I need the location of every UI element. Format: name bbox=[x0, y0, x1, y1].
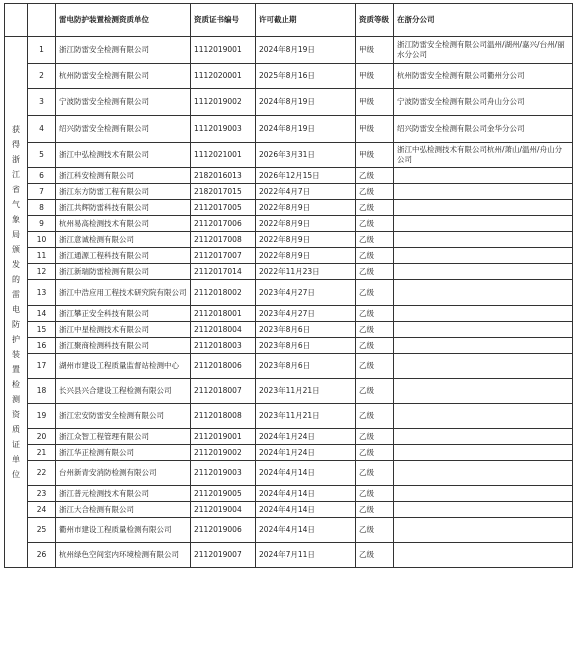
row-number: 8 bbox=[28, 200, 56, 216]
deadline: 2024年8月19日 bbox=[256, 116, 356, 143]
branch-offices bbox=[394, 322, 573, 338]
cert-number: 2182016013 bbox=[191, 168, 256, 184]
qualification-level: 甲级 bbox=[356, 143, 394, 168]
row-number: 19 bbox=[28, 404, 56, 429]
row-number: 14 bbox=[28, 306, 56, 322]
qualification-level: 乙级 bbox=[356, 322, 394, 338]
qualification-level: 乙级 bbox=[356, 543, 394, 568]
branch-offices bbox=[394, 280, 573, 306]
qualification-level: 乙级 bbox=[356, 354, 394, 379]
unit-name: 浙江科安检测有限公司 bbox=[56, 168, 191, 184]
deadline: 2023年11月21日 bbox=[256, 404, 356, 429]
branch-offices: 杭州防雷安全检测有限公司衢州分公司 bbox=[394, 64, 573, 89]
deadline: 2022年8月9日 bbox=[256, 232, 356, 248]
row-number: 12 bbox=[28, 264, 56, 280]
unit-name: 浙江东方防雷工程有限公司 bbox=[56, 184, 191, 200]
qualification-level: 乙级 bbox=[356, 232, 394, 248]
cert-number: 1112019002 bbox=[191, 89, 256, 116]
cert-number: 2112017014 bbox=[191, 264, 256, 280]
deadline: 2023年4月27日 bbox=[256, 280, 356, 306]
branch-offices bbox=[394, 168, 573, 184]
qualification-level: 甲级 bbox=[356, 64, 394, 89]
branch-offices bbox=[394, 338, 573, 354]
table-row bbox=[5, 322, 573, 338]
unit-name: 浙江中弘检测技术有限公司 bbox=[56, 143, 191, 168]
unit-name: 浙江普元检测技术有限公司 bbox=[56, 486, 191, 502]
table-row bbox=[5, 429, 573, 445]
table-row bbox=[5, 232, 573, 248]
header-branch: 在浙分公司 bbox=[394, 4, 573, 37]
header-deadline: 许可截止期 bbox=[256, 4, 356, 37]
branch-offices bbox=[394, 248, 573, 264]
table-body bbox=[5, 37, 573, 568]
table-row bbox=[5, 264, 573, 280]
row-number: 9 bbox=[28, 216, 56, 232]
table-row bbox=[5, 379, 573, 404]
branch-offices bbox=[394, 379, 573, 404]
deadline: 2023年8月6日 bbox=[256, 322, 356, 338]
row-number: 23 bbox=[28, 486, 56, 502]
unit-name: 浙江通源工程科技有限公司 bbox=[56, 248, 191, 264]
qualification-table bbox=[4, 3, 573, 568]
row-number: 11 bbox=[28, 248, 56, 264]
branch-offices bbox=[394, 232, 573, 248]
row-number: 21 bbox=[28, 445, 56, 461]
table-row bbox=[5, 89, 573, 116]
row-number: 17 bbox=[28, 354, 56, 379]
qualification-level: 乙级 bbox=[356, 404, 394, 429]
qualification-level: 甲级 bbox=[356, 116, 394, 143]
table-row bbox=[5, 216, 573, 232]
qualification-level: 乙级 bbox=[356, 200, 394, 216]
cert-number: 2112018001 bbox=[191, 306, 256, 322]
deadline: 2024年4月14日 bbox=[256, 502, 356, 518]
row-number: 26 bbox=[28, 543, 56, 568]
branch-offices: 绍兴防雷安全检测有限公司金华分公司 bbox=[394, 116, 573, 143]
unit-name: 衢州市建设工程质量检测有限公司 bbox=[56, 518, 191, 543]
row-number: 15 bbox=[28, 322, 56, 338]
unit-name: 绍兴防雷安全检测有限公司 bbox=[56, 116, 191, 143]
table-row bbox=[5, 404, 573, 429]
deadline: 2026年3月31日 bbox=[256, 143, 356, 168]
deadline: 2023年4月27日 bbox=[256, 306, 356, 322]
qualification-level: 乙级 bbox=[356, 502, 394, 518]
cert-number: 2112019004 bbox=[191, 502, 256, 518]
cert-number: 2112018008 bbox=[191, 404, 256, 429]
deadline: 2024年8月19日 bbox=[256, 37, 356, 64]
deadline: 2024年8月19日 bbox=[256, 89, 356, 116]
table-row bbox=[5, 248, 573, 264]
branch-offices bbox=[394, 200, 573, 216]
branch-offices bbox=[394, 264, 573, 280]
row-number: 5 bbox=[28, 143, 56, 168]
branch-offices bbox=[394, 445, 573, 461]
branch-offices bbox=[394, 486, 573, 502]
unit-name: 湖州市建设工程质量监督站检测中心 bbox=[56, 354, 191, 379]
deadline: 2022年11月23日 bbox=[256, 264, 356, 280]
branch-offices bbox=[394, 184, 573, 200]
row-number: 20 bbox=[28, 429, 56, 445]
cert-number: 2112018002 bbox=[191, 280, 256, 306]
table-row bbox=[5, 338, 573, 354]
cert-number: 2112019005 bbox=[191, 486, 256, 502]
deadline: 2025年8月16日 bbox=[256, 64, 356, 89]
table-row bbox=[5, 445, 573, 461]
row-number: 18 bbox=[28, 379, 56, 404]
unit-name: 长兴县兴合建设工程检测有限公司 bbox=[56, 379, 191, 404]
branch-offices bbox=[394, 429, 573, 445]
table-row bbox=[5, 354, 573, 379]
deadline: 2024年4月14日 bbox=[256, 486, 356, 502]
table-row bbox=[5, 280, 573, 306]
qualification-level: 乙级 bbox=[356, 379, 394, 404]
branch-offices bbox=[394, 461, 573, 486]
row-number: 22 bbox=[28, 461, 56, 486]
row-number: 2 bbox=[28, 64, 56, 89]
header-cert: 资质证书编号 bbox=[191, 4, 256, 37]
qualification-level: 乙级 bbox=[356, 461, 394, 486]
table-row bbox=[5, 486, 573, 502]
cert-number: 2112018004 bbox=[191, 322, 256, 338]
header-number bbox=[28, 4, 56, 37]
deadline: 2022年4月7日 bbox=[256, 184, 356, 200]
qualification-level: 乙级 bbox=[356, 338, 394, 354]
cert-number: 2112017008 bbox=[191, 232, 256, 248]
cert-number: 2112018007 bbox=[191, 379, 256, 404]
table-row bbox=[5, 543, 573, 568]
branch-offices: 宁波防雷安全检测有限公司舟山分公司 bbox=[394, 89, 573, 116]
qualification-level: 乙级 bbox=[356, 306, 394, 322]
unit-name: 宁波防雷安全检测有限公司 bbox=[56, 89, 191, 116]
cert-number: 1112019003 bbox=[191, 116, 256, 143]
branch-offices bbox=[394, 502, 573, 518]
unit-name: 浙江意诚检测有限公司 bbox=[56, 232, 191, 248]
qualification-level: 甲级 bbox=[356, 89, 394, 116]
table-row bbox=[5, 143, 573, 168]
deadline: 2022年8月9日 bbox=[256, 248, 356, 264]
deadline: 2024年1月24日 bbox=[256, 429, 356, 445]
table-row bbox=[5, 518, 573, 543]
table-row bbox=[5, 502, 573, 518]
table-row bbox=[5, 184, 573, 200]
cert-number: 2112018006 bbox=[191, 354, 256, 379]
qualification-level: 乙级 bbox=[356, 486, 394, 502]
cert-number: 2112019003 bbox=[191, 461, 256, 486]
row-number: 24 bbox=[28, 502, 56, 518]
unit-name: 浙江宏安防雷安全检测有限公司 bbox=[56, 404, 191, 429]
unit-name: 浙江攀正安全科技有限公司 bbox=[56, 306, 191, 322]
table-row bbox=[5, 116, 573, 143]
row-number: 25 bbox=[28, 518, 56, 543]
qualification-level: 乙级 bbox=[356, 264, 394, 280]
side-category-text: 获得浙江省气象局颁发的雷电防护装置检测资质证单位 bbox=[12, 125, 20, 479]
branch-offices bbox=[394, 518, 573, 543]
cert-number: 2112019001 bbox=[191, 429, 256, 445]
deadline: 2023年11月21日 bbox=[256, 379, 356, 404]
branch-offices bbox=[394, 354, 573, 379]
header-level: 资质等级 bbox=[356, 4, 394, 37]
unit-name: 台州新青安消防检测有限公司 bbox=[56, 461, 191, 486]
cert-number: 2112017005 bbox=[191, 200, 256, 216]
qualification-level: 甲级 bbox=[356, 37, 394, 64]
deadline: 2026年12月15日 bbox=[256, 168, 356, 184]
branch-offices bbox=[394, 216, 573, 232]
row-number: 16 bbox=[28, 338, 56, 354]
row-number: 1 bbox=[28, 37, 56, 64]
row-number: 4 bbox=[28, 116, 56, 143]
unit-name: 浙江华正检测有限公司 bbox=[56, 445, 191, 461]
deadline: 2023年8月6日 bbox=[256, 338, 356, 354]
unit-name: 浙江中星检测技术有限公司 bbox=[56, 322, 191, 338]
table-row bbox=[5, 200, 573, 216]
cert-number: 2112019002 bbox=[191, 445, 256, 461]
qualification-level: 乙级 bbox=[356, 429, 394, 445]
row-number: 10 bbox=[28, 232, 56, 248]
row-number: 13 bbox=[28, 280, 56, 306]
cert-number: 1112019001 bbox=[191, 37, 256, 64]
branch-offices bbox=[394, 543, 573, 568]
cert-number: 2112017006 bbox=[191, 216, 256, 232]
table-header-row bbox=[5, 4, 573, 37]
branch-offices: 浙江防雷安全检测有限公司温州/湖州/嘉兴/台州/丽水分公司 bbox=[394, 37, 573, 64]
branch-offices bbox=[394, 306, 573, 322]
cert-number: 1112021001 bbox=[191, 143, 256, 168]
deadline: 2024年4月14日 bbox=[256, 518, 356, 543]
cert-number: 2112019006 bbox=[191, 518, 256, 543]
unit-name: 浙江防雷安全检测有限公司 bbox=[56, 37, 191, 64]
qualification-level: 乙级 bbox=[356, 184, 394, 200]
unit-name: 浙江聚商检测科技有限公司 bbox=[56, 338, 191, 354]
qualification-level: 乙级 bbox=[356, 445, 394, 461]
row-number: 3 bbox=[28, 89, 56, 116]
table-row bbox=[5, 64, 573, 89]
qualification-level: 乙级 bbox=[356, 280, 394, 306]
table-row bbox=[5, 461, 573, 486]
unit-name: 浙江众智工程管理有限公司 bbox=[56, 429, 191, 445]
qualification-level: 乙级 bbox=[356, 216, 394, 232]
table-row bbox=[5, 306, 573, 322]
branch-offices bbox=[394, 404, 573, 429]
table-row bbox=[5, 168, 573, 184]
cert-number: 2112017007 bbox=[191, 248, 256, 264]
unit-name: 杭州易高检测技术有限公司 bbox=[56, 216, 191, 232]
qualification-level: 乙级 bbox=[356, 168, 394, 184]
unit-name: 杭州防雷安全检测有限公司 bbox=[56, 64, 191, 89]
side-category-label bbox=[5, 37, 28, 568]
unit-name: 浙江大合检测有限公司 bbox=[56, 502, 191, 518]
deadline: 2024年7月11日 bbox=[256, 543, 356, 568]
row-number: 6 bbox=[28, 168, 56, 184]
deadline: 2024年1月24日 bbox=[256, 445, 356, 461]
deadline: 2023年8月6日 bbox=[256, 354, 356, 379]
deadline: 2024年4月14日 bbox=[256, 461, 356, 486]
unit-name: 浙江新瑞防雷检测有限公司 bbox=[56, 264, 191, 280]
unit-name: 浙江中浩应用工程技术研究院有限公司 bbox=[56, 280, 191, 306]
cert-number: 2112019007 bbox=[191, 543, 256, 568]
unit-name: 浙江共辉防雷科技有限公司 bbox=[56, 200, 191, 216]
deadline: 2022年8月9日 bbox=[256, 200, 356, 216]
cert-number: 1112020001 bbox=[191, 64, 256, 89]
qualification-level: 乙级 bbox=[356, 518, 394, 543]
unit-name: 杭州绿色空间室内环境检测有限公司 bbox=[56, 543, 191, 568]
deadline: 2022年8月9日 bbox=[256, 216, 356, 232]
branch-offices: 浙江中弘检测技术有限公司杭州/萧山/温州/舟山分公司 bbox=[394, 143, 573, 168]
cert-number: 2112018003 bbox=[191, 338, 256, 354]
row-number: 7 bbox=[28, 184, 56, 200]
cert-number: 2182017015 bbox=[191, 184, 256, 200]
qualification-level: 乙级 bbox=[356, 248, 394, 264]
header-unit: 雷电防护装置检测资质单位 bbox=[56, 4, 191, 37]
table-row bbox=[5, 37, 573, 64]
header-blank bbox=[5, 4, 28, 37]
